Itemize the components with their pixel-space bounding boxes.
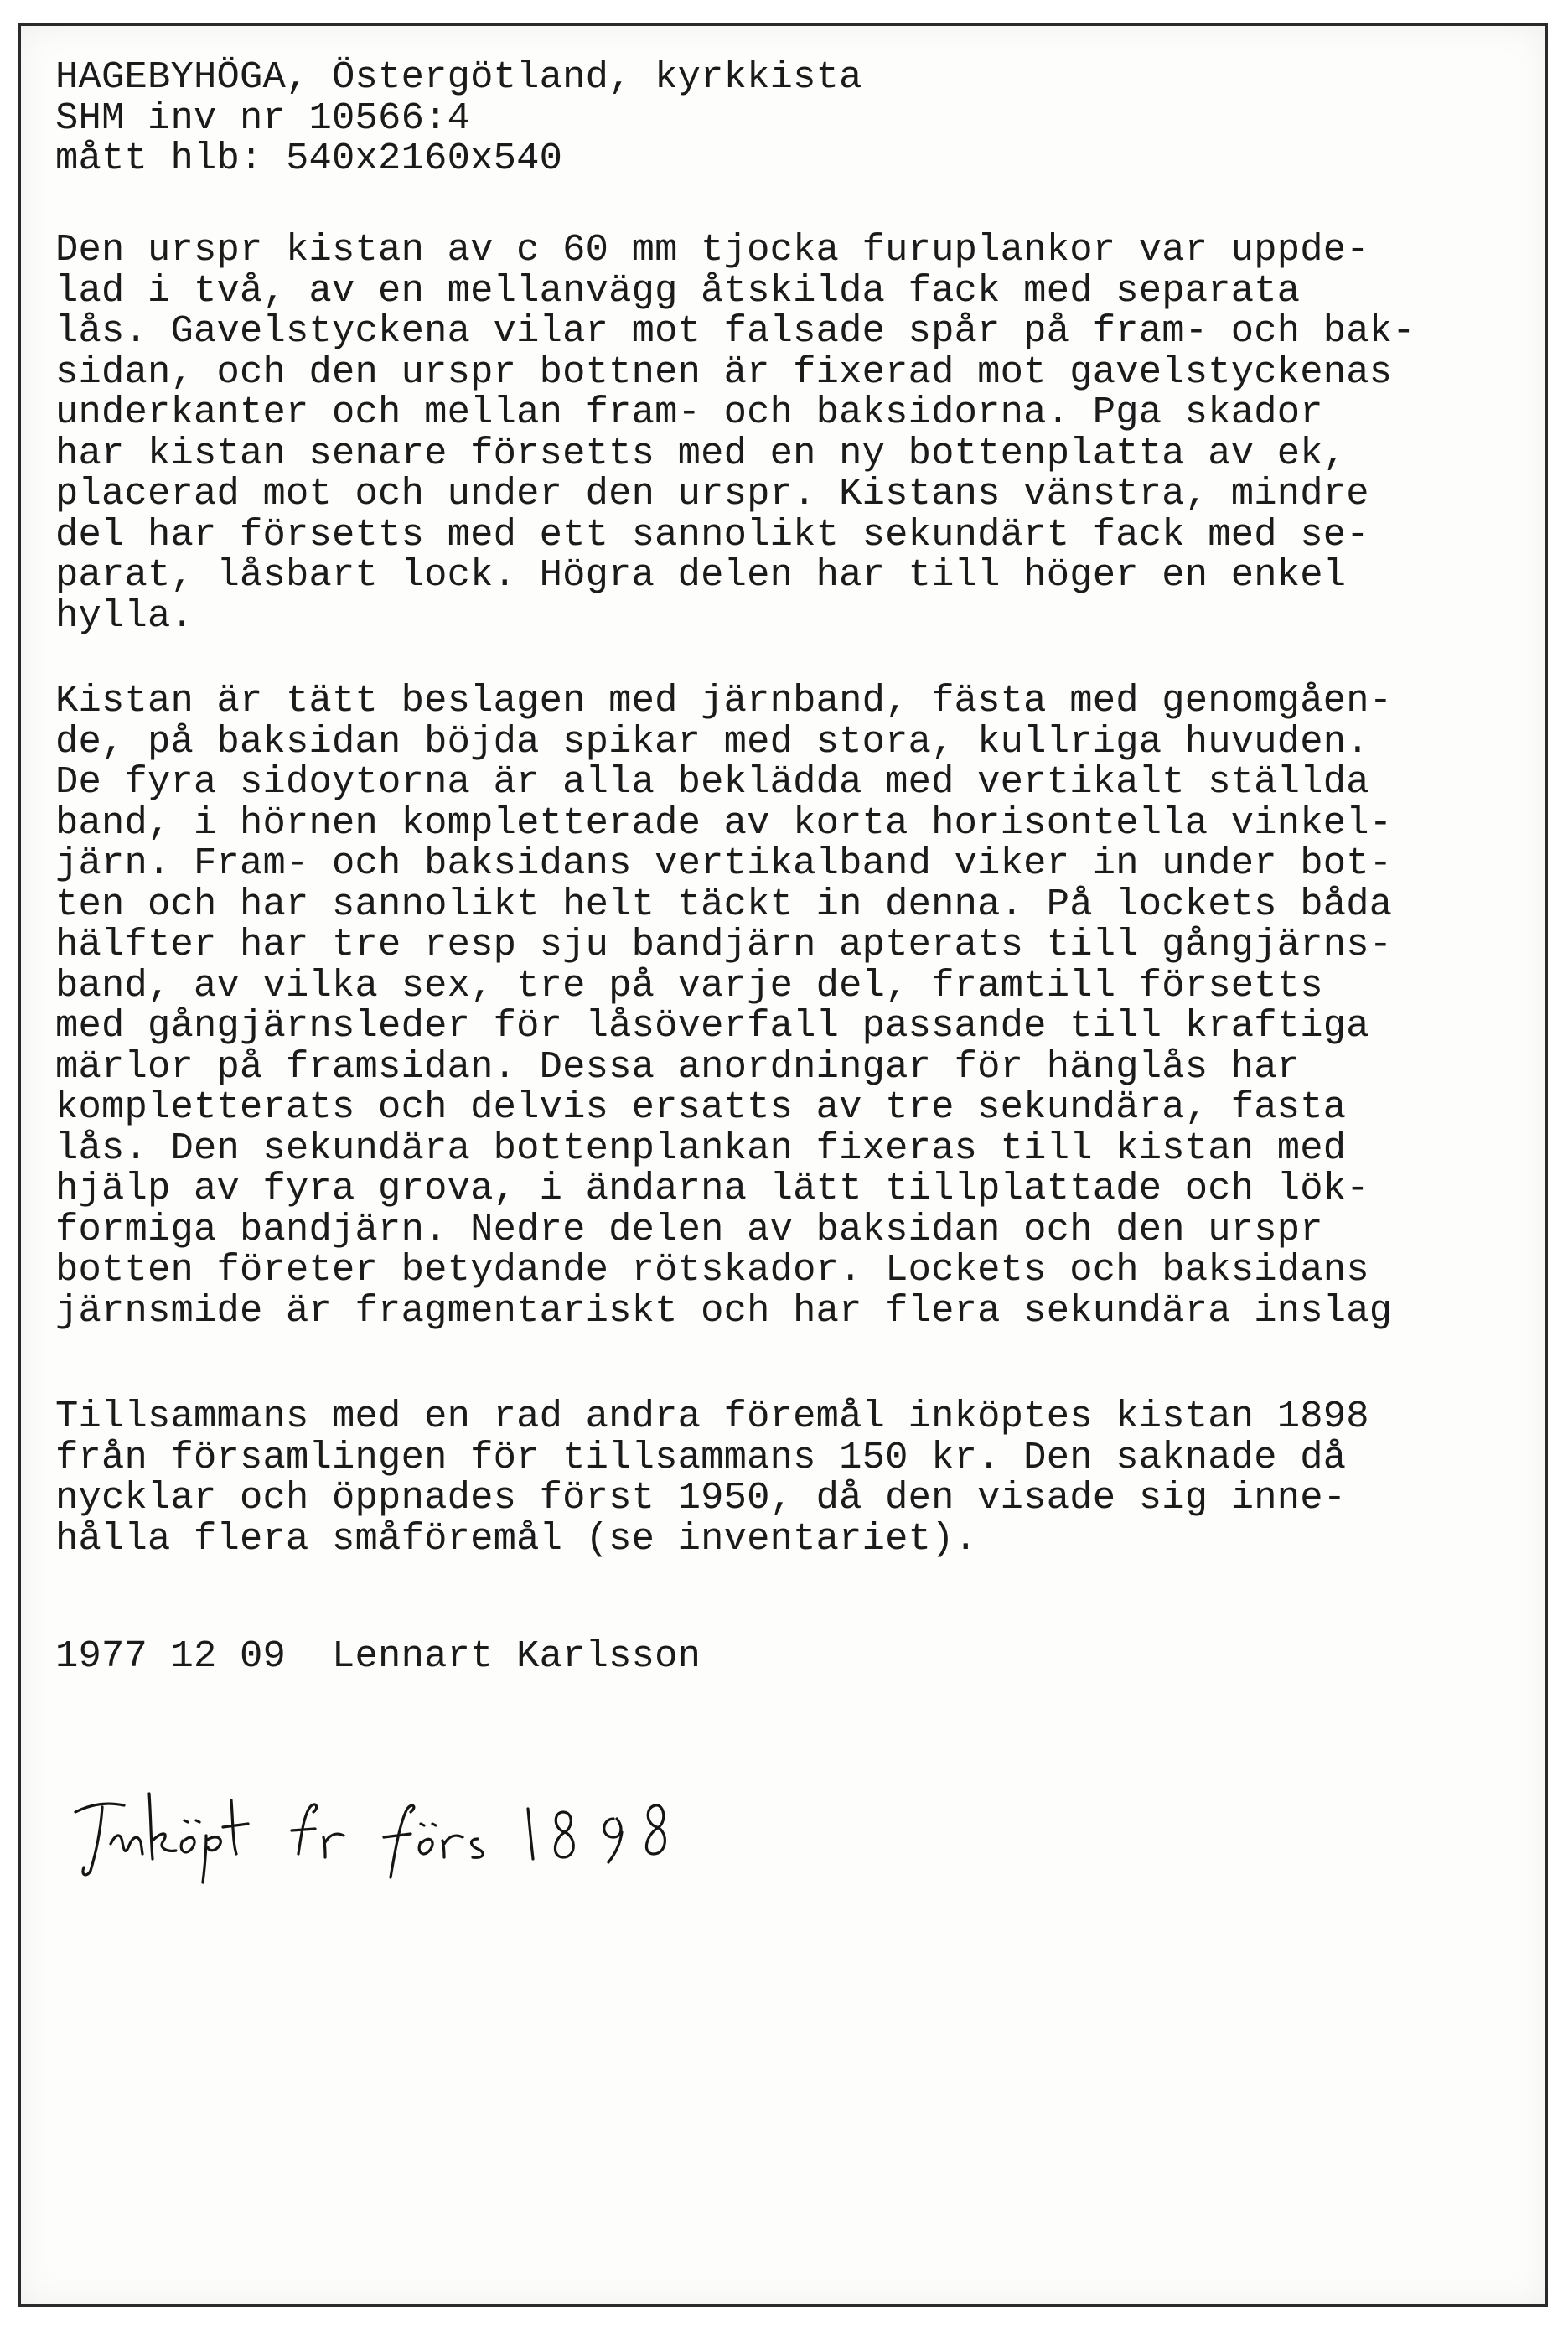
text-line: med gångjärnsleder för låsöverfall passande till kraftiga	[55, 1004, 1369, 1048]
text-line: sidan, och den urspr bottnen är fixerad mot gavelstyckenas	[55, 350, 1393, 394]
text-line: har kistan senare försetts med en ny bottenplatta av ek,	[55, 431, 1347, 475]
text-line: underkanter och mellan fram- och baksidorna. Pga skador	[55, 391, 1323, 434]
text-line: järnsmide är fragmentariskt och har flera sekundära inslag	[55, 1288, 1393, 1333]
text-line: de, på baksidan böjda spikar med stora, kullriga huvuden.	[55, 719, 1369, 764]
header-dimensions-line: mått hlb: 540x2160x540	[55, 137, 563, 180]
text-line: del har försetts med ett sannolikt sekundärt fack med se-	[55, 512, 1369, 557]
text-line: ten och har sannolikt helt täckt in denna. På lockets båda	[55, 882, 1393, 926]
text-line: nycklar och öppnades först 1950, då den visade sig inne-	[55, 1476, 1347, 1520]
text-line: hjälp av fyra grova, i ändarna lätt tillplattade och lök-	[55, 1167, 1369, 1210]
card-header	[55, 57, 862, 179]
text-line: hälfter har tre resp sju bandjärn apterats till gångjärns-	[55, 923, 1393, 966]
paragraph-ironwork	[55, 681, 1392, 1331]
paragraph-construction	[55, 230, 1415, 636]
text-line: band, av vilka sex, tre på varje del, framtill försetts	[55, 963, 1323, 1007]
header-title-line: HAGEBYHÖGA, Östergötland, kyrkkista	[55, 55, 862, 99]
text-line: från församlingen för tillsammans 150 kr. Den saknade då	[55, 1435, 1347, 1479]
date-and-author	[55, 1636, 701, 1677]
handwritten-note	[59, 1760, 746, 1886]
text-line: hålla flera småföremål (se inventariet).	[55, 1516, 978, 1561]
text-line: Tillsammans med en rad andra föremål inköptes kistan 1898	[55, 1395, 1369, 1438]
text-line: kompletterats och delvis ersatts av tre sekundära, fasta	[55, 1085, 1347, 1129]
text-line: Kistan är tätt beslagen med järnband, fästa med genomgåen-	[55, 679, 1393, 722]
signature-line: 1977 12 09 Lennart Karlsson	[55, 1634, 701, 1678]
text-line: hylla.	[55, 593, 194, 638]
text-line: lås. Gavelstyckena vilar mot falsade spår på fram- och bak-	[55, 309, 1415, 353]
text-line: band, i hörnen kompletterade av korta horisontella vinkel-	[55, 800, 1393, 845]
text-line: lås. Den sekundära bottenplankan fixeras till kistan med	[55, 1126, 1347, 1170]
text-line: parat, låsbart lock. Högra delen har till höger en enkel	[55, 553, 1347, 597]
paragraph-acquisition	[55, 1396, 1369, 1559]
text-line: formiga bandjärn. Nedre delen av baksidan och den urspr	[55, 1207, 1323, 1251]
header-inventory-line: SHM inv nr 10566:4	[55, 96, 471, 140]
text-line: järn. Fram- och baksidans vertikalband viker in under bot-	[55, 841, 1393, 885]
text-line: botten företer betydande rötskador. Lockets och baksidans	[55, 1248, 1369, 1292]
text-line: märlor på framsidan. Dessa anordningar för hänglås har	[55, 1044, 1301, 1089]
text-line: Den urspr kistan av c 60 mm tjocka furuplankor var uppde-	[55, 228, 1369, 272]
text-line: De fyra sidoytorna är alla beklädda med vertikalt ställda	[55, 760, 1369, 804]
text-line: placerad mot och under den urspr. Kistans vänstra, mindre	[55, 472, 1369, 515]
text-line: lad i två, av en mellanvägg åtskilda fack med separata	[55, 268, 1301, 313]
